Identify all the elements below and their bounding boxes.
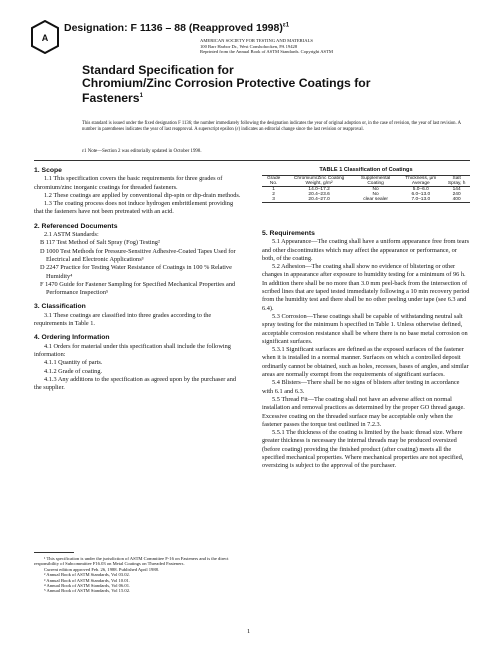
issued-statement: This standard is issued under the fixed designation F 1136; the number immediately following the designation indicates the year of original adoption or, in the case of revision, the year of last revision. A number in parentheses indicates the year of last reapproval. A superscript epsilon (ε) indicates an editorial change since the last revision or reapproval. [82,121,461,132]
paragraph: 4.1 Orders for material under this specification shall include the following information: [34,342,231,358]
section-heading: 4. Ordering Information [34,334,110,342]
table-cell: 144 [452,187,461,192]
table-cell: 1 [272,187,275,192]
paragraph: 2.1 ASTM Standards: [44,231,99,239]
column-header: Grade No. [266,176,281,186]
paragraph: 4.1.1 Quantity of parts. [44,359,103,367]
footnote: ² Annual Book of ASTM Standards, Vol 03.02. [44,572,130,578]
table-row [262,197,470,203]
table-cell: 14.0–17.2 [308,187,330,192]
column-header: Supplemental Coating [360,176,391,186]
paragraph: 5.1 Appearance—The coating shall have a uniform appearance free from tears and other discontinuities which may affect the appearance or performance, or both, of the coating. [262,238,470,262]
footnote: ³ Annual Book of ASTM Standards, Vol 10.01. [44,577,130,583]
paragraph: 5.3 Corrosion—These coatings shall be capable of withstanding neutral salt spray testing for the minimum h specified in Table 1. Unless otherwise defined, acceptable corrosion resistance shall be where there is no base metal corrosion on significant surfaces. [262,312,468,345]
section-heading: 2. Referenced Documents [34,222,118,230]
header-divider [34,160,470,161]
classification-table [262,175,470,203]
editorial-note: ε1 Note—Section 2 was editorially updated in October 1998. [82,149,202,154]
paragraph: 5.3.1 Significant surfaces are defined as the exposed surfaces of the fastener when it is installed in a normal manner. Surfaces on which a controlled deposit ordinarily cannot be obtained, such as holes, recesses, bases of angles, and similar areas are normally exempt from the requirements of significant surfaces. [262,346,469,379]
publisher-block [200,38,390,55]
reference-item: F 1470 Guide for Fastener Sampling for Specified Mechanical Properties and Performance Inspection⁵ [40,280,236,297]
table-cell: 20.4–23.6 [308,192,330,197]
column-header: Chromium/Zinc Coating Weight, g/m² [293,176,345,186]
table-cell: 2 [272,192,275,197]
table-caption: TABLE 1 Classification of Coatings [319,167,413,173]
paragraph: 1.1 This specification covers the basic requirements for three grades of chromium/zinc inorganic coatings for threaded fasteners. [34,175,223,191]
publisher-address: 100 Barr Harbor Dr., West Conshohocken, PA 19428 [200,43,298,49]
designation: Designation: F 1136 – 88 (Reapproved 1998)$^{\varepsilon 1}$ [64,22,290,34]
footnote-divider [34,552,74,553]
table-cell: 7.0–13.0 [411,197,431,202]
paragraph: 5.5 Thread Fit—The coating shall not have an adverse affect on normal installation and removal practices as determined by the proper GO thread gauge. Excessive coating on the threaded surface may be acceptable only when the fastener passes the torque test outlined in 7.2.3. [262,395,465,428]
footnote: ⁴ Annual Book of ASTM Standards, Vol 06.01. [44,583,131,589]
paragraph: 5.4 Blisters—There shall be no signs of blisters after testing in accordance with 6.1 and 6.3. [262,379,460,395]
right-column [262,230,470,471]
table-cell: No [372,192,379,197]
table-cell: 3 [272,197,275,202]
paragraph: 4.1.2 Grade of coating. [44,367,103,375]
table-cell: 240 [452,192,461,197]
table-cell: 20.4–27.0 [308,197,330,202]
paragraph: 5.2 Adhesion—The coating shall show no evidence of blistering or other changes in appearance after exposure to humidity testing for a minimum of 96 h. In addition there shall be no more than 3.0 mm peel-back from the intersection of scribed lines that are taped tested immediately following a 10 min recovery period from the humidity test and there shall be no other peeling under tape (see 6.3 and 6.4). [262,263,470,312]
footnotes [34,556,244,594]
table-cell: 5.0–6.0 [412,187,429,192]
svg-text:A: A [41,33,49,43]
reference-item: D 2247 Practice for Testing Water Resistance of Coatings in 100 % Relative Humidity⁴ [40,264,232,280]
section-heading: 3. Classification [34,303,86,311]
page-number: 1 [247,628,251,635]
table-cell: clear sealer [363,197,388,202]
footnote: ⁵ Annual Book of ASTM Standards, Vol 15.02. [44,588,131,594]
table-header-row [262,176,470,187]
table-1 [262,167,470,203]
paragraph: 1.3 The coating process does not induce hydrogen embrittlement providing that the fasteners have not been pretreated with an acid. [34,200,234,216]
section-heading: 1. Scope [34,167,62,174]
paragraph: 3.1 These coatings are classified into three grades according to the requirements in Table 1. [34,311,212,328]
section-heading: 5. Requirements [262,230,315,237]
footnote: Current edition approved Feb. 26, 1988. Published April 1988. [44,566,160,572]
reference-item: B 117 Test Method of Salt Spray (Fog) Testing² [40,239,160,247]
publisher-name: AMERICAN SOCIETY FOR TESTING AND MATERIALS [200,38,313,43]
footnote: ¹ This specification is under the jurisdiction of ASTM Committee F-16 on Fasteners and is the direct responsibility of Subcommittee F16.03 on Metal Coatings on Threaded Fasteners. [34,556,229,567]
standard-title: Standard Specification for Chromium/Zinc Corrosion Protective Coatings for Fasteners$^1$ [82,63,371,106]
table-cell: No [372,187,379,192]
publisher-reprint: Reprinted from the Annual Book of ASTM Standards. Copyright ASTM [200,49,333,55]
paragraph: 4.1.3 Any additions to the specification as agreed upon by the purchaser and the supplier. [34,375,237,392]
paragraph: 5.5.1 The thickness of the coating is limited by the basic thread size. Where greater thickness is necessary the internal threads may be produced oversized (before coating) providing the finished product (after coating) meets all the specified mechanical properties. Where mechanical properties are not specified, oversizing is subject to the approval of the purchaser. [262,429,464,470]
astm-logo [30,20,60,54]
table-cell: 400 [452,197,461,202]
column-header: Salt Spray, h [447,176,466,186]
paragraph: 1.2 These coatings are applied by conventional dip-spin or dip-drain methods. [44,191,241,199]
reference-item: D 1000 Test Methods for Pressure-Sensitive Adhesive-Coated Tapes Used for Electrical and Electronic Applications³ [40,247,236,263]
column-header: Thickness, μm Average [405,176,437,186]
table-cell: 6.0–13.0 [411,192,431,197]
left-column [34,167,244,392]
